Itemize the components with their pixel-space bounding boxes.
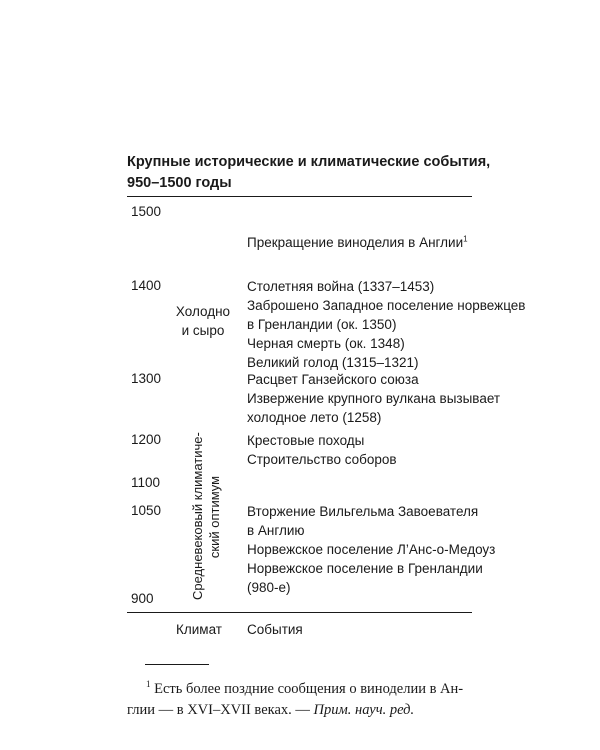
footnote-mark: 1	[146, 679, 151, 689]
event-line: Норвежское поселение Л’Анс-о-Медоуз	[247, 542, 496, 557]
footnote	[127, 674, 482, 721]
table-title-line-2: 950–1500 годы	[127, 175, 232, 191]
event-text: Прекращение виноделия в Англии	[247, 235, 464, 250]
footnote-editor-note: Прим. науч. ред.	[313, 701, 415, 718]
climate-optimum-line-1: Средневековый климатиче-	[190, 432, 205, 600]
event-line: в Гренландии (ок. 1350)	[247, 317, 397, 332]
event-line	[247, 233, 468, 252]
events-1050	[247, 502, 495, 597]
event-line: Крестовые походы	[247, 433, 365, 448]
event-line: холодное лето (1258)	[247, 410, 382, 425]
climate-cold-line-1: Холодно	[175, 304, 231, 319]
event-line: в Англию	[247, 523, 305, 538]
climate-cold-wet	[170, 302, 236, 340]
event-line: Расцвет Ганзейского союза	[247, 372, 419, 387]
events-1400	[247, 277, 525, 372]
events-1200	[247, 431, 397, 469]
event-line: Заброшено Западное поселение норвежцев	[247, 298, 526, 313]
event-line: (980-е)	[247, 580, 291, 595]
year-1200: 1200	[131, 432, 162, 447]
footnote-rule	[145, 664, 209, 665]
year-1500: 1500	[131, 204, 162, 219]
event-line: Столетняя война (1337–1453)	[247, 279, 435, 294]
top-rule	[127, 196, 472, 197]
column-label-events: События	[247, 622, 303, 637]
bottom-rule	[127, 612, 472, 613]
table-title	[127, 152, 491, 194]
year-1400: 1400	[131, 278, 162, 293]
climate-optimum-line-2: ский оптимум	[207, 475, 222, 559]
year-1100: 1100	[131, 475, 161, 490]
column-label-climate: Климат	[176, 622, 222, 637]
events-1300	[247, 370, 500, 427]
event-line: Норвежское поселение в Гренландии	[247, 561, 483, 576]
year-1300: 1300	[131, 371, 162, 386]
year-900: 900	[131, 591, 154, 606]
footnote-line-1: Есть более поздние сообщения о виноделии в Ан-	[154, 680, 464, 697]
climate-cold-line-2: и сыро	[181, 323, 225, 338]
footnote-line-2: глии — в XVI–XVII веках. —	[127, 701, 314, 718]
event-line: Вторжение Вильгельма Завоевателя	[247, 504, 479, 519]
event-line: Великий голод (1315–1321)	[247, 355, 419, 370]
event-line: Извержение крупного вулкана вызывает	[247, 391, 501, 406]
event-line: Строительство соборов	[247, 452, 397, 467]
table-title-line-1: Крупные исторические и климатические события,	[127, 154, 491, 170]
events-1500	[247, 233, 468, 252]
year-1050: 1050	[131, 503, 162, 518]
footnote-ref: 1	[463, 234, 468, 244]
event-line: Черная смерть (ок. 1348)	[247, 336, 405, 351]
